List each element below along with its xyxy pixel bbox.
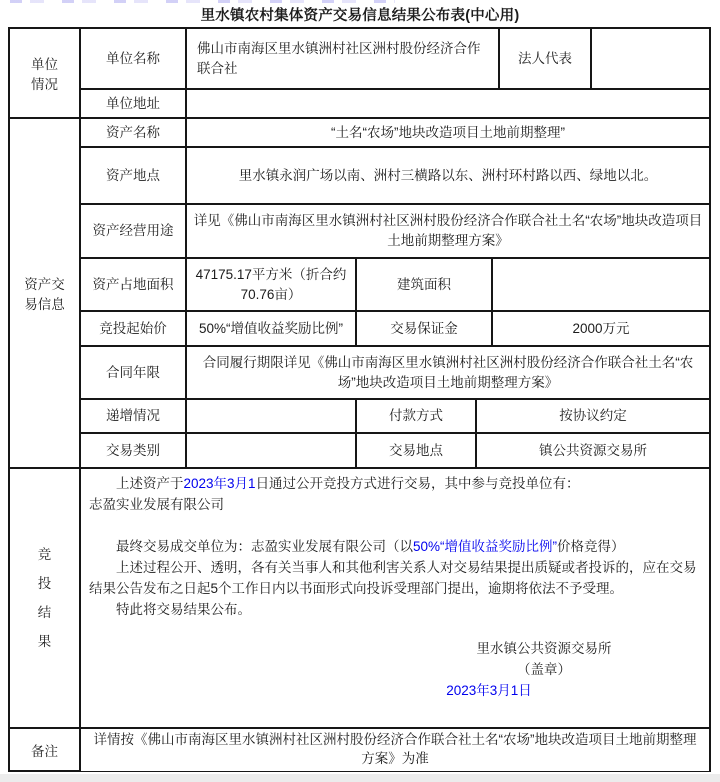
row-start-price bbox=[81, 312, 709, 345]
building-area-label: 建筑面积 bbox=[357, 259, 491, 310]
results-table bbox=[8, 27, 711, 772]
start-price-label: 竞投起始价 bbox=[81, 312, 185, 345]
result-price-link: 50%“增值收益奖励比例” bbox=[413, 539, 558, 554]
trade-venue-label: 交易地点 bbox=[357, 434, 475, 467]
asset-name-label: 资产名称 bbox=[81, 119, 185, 146]
row-asset-location bbox=[81, 148, 709, 203]
section-bid-result bbox=[10, 469, 709, 727]
increment-value bbox=[187, 400, 355, 432]
signature-block bbox=[464, 638, 624, 680]
result-paragraph-3: 上述过程公开、透明，各有关当事人和其他利害关系人对交易结果提出质疑或者投诉的，应在交易结果公告发布之日起5个工作日内以书面形式向投诉受理部门提出，逾期将依法不予受理。 bbox=[89, 560, 697, 596]
row-trade-category bbox=[81, 434, 709, 467]
section-asset-info bbox=[10, 119, 709, 467]
row-contract-term bbox=[81, 347, 709, 398]
deposit-value: 2000万元 bbox=[493, 312, 709, 345]
row-asset-name bbox=[81, 119, 709, 146]
asset-usage-label: 资产经营用途 bbox=[81, 205, 185, 257]
deposit-label: 交易保证金 bbox=[357, 312, 491, 345]
legal-rep-value bbox=[592, 29, 709, 88]
result-paragraph-1: 上述资产于2023年3月1日通过公开竞投方式进行交易，其中参与竞投单位有： bbox=[116, 476, 580, 491]
remark-label: 备注 bbox=[10, 729, 79, 770]
section-remark bbox=[10, 729, 709, 770]
legal-rep-label: 法人代表 bbox=[500, 29, 590, 88]
trade-category-value bbox=[187, 434, 355, 467]
unit-address-label: 单位地址 bbox=[81, 90, 185, 117]
asset-usage-value: 详见《佛山市南海区里水镇洲村社区洲村股份经济合作联合社土名“农场”地块改造项目土地前期整理方案》 bbox=[187, 205, 709, 257]
page-title: 里水镇农村集体资产交易信息结果公布表(中心用) bbox=[200, 8, 520, 24]
increment-label: 递增情况 bbox=[81, 400, 185, 432]
bid-result-group-label: 竞投结果 bbox=[10, 469, 79, 727]
row-increment bbox=[81, 400, 709, 432]
row-unit-address bbox=[81, 90, 709, 117]
bid-result-content bbox=[81, 469, 709, 727]
bidder-line: 志盈实业发展有限公司 bbox=[89, 497, 224, 512]
contract-term-label: 合同年限 bbox=[81, 347, 185, 398]
trade-category-label: 交易类别 bbox=[81, 434, 185, 467]
result-paragraph-2: 最终交易成交单位为：志盈实业发展有限公司（以50%“增值收益奖励比例”价格竞得） bbox=[116, 539, 625, 554]
section-unit-info bbox=[10, 29, 709, 117]
result-paragraph-4: 特此将交易结果公布。 bbox=[116, 602, 251, 617]
trade-venue-value: 镇公共资源交易所 bbox=[477, 434, 709, 467]
asset-group-label: 资产交易信息 bbox=[10, 119, 79, 467]
asset-area-value: 47175.17平方米（折合约70.76亩） bbox=[187, 259, 355, 310]
building-area-value bbox=[493, 259, 709, 310]
signature-org: 里水镇公共资源交易所 bbox=[476, 641, 612, 656]
row-asset-usage bbox=[81, 205, 709, 257]
asset-location-label: 资产地点 bbox=[81, 148, 185, 203]
row-asset-area bbox=[81, 259, 709, 310]
asset-location-value: 里水镇永润广场以南、洲村三横路以东、洲村环村路以西、绿地以北。 bbox=[187, 148, 709, 203]
payment-method-label: 付款方式 bbox=[357, 400, 475, 432]
start-price-value: 50%“增值收益奖励比例” bbox=[187, 312, 355, 345]
unit-group-label: 单位情况 bbox=[10, 29, 79, 117]
signature-seal: （盖章） bbox=[517, 662, 571, 677]
signature-date: 2023年3月1日 bbox=[446, 683, 532, 698]
clipped-text-top bbox=[10, 0, 395, 3]
unit-address-value bbox=[187, 90, 709, 117]
page-bottom-edge bbox=[0, 774, 720, 782]
payment-method-value: 按协议约定 bbox=[477, 400, 709, 432]
remark-value: 详情按《佛山市南海区里水镇洲村社区洲村股份经济合作联合社土名“农场”地块改造项目土地前期整理方案》为准 bbox=[81, 729, 709, 771]
asset-name-value: “土名“农场”地块改造项目土地前期整理” bbox=[187, 119, 709, 146]
asset-area-label: 资产占地面积 bbox=[81, 259, 185, 310]
unit-name-value: 佛山市南海区里水镇洲村社区洲村股份经济合作联合社 bbox=[187, 29, 498, 88]
contract-term-value: 合同履行期限详见《佛山市南海区里水镇洲村社区洲村股份经济合作联合社土名“农场”地块改造项目土地前期整理方案》 bbox=[187, 347, 709, 398]
unit-name-label: 单位名称 bbox=[81, 29, 185, 88]
row-unit-name bbox=[81, 29, 709, 88]
result-date-link: 2023年3月1 bbox=[183, 476, 256, 491]
